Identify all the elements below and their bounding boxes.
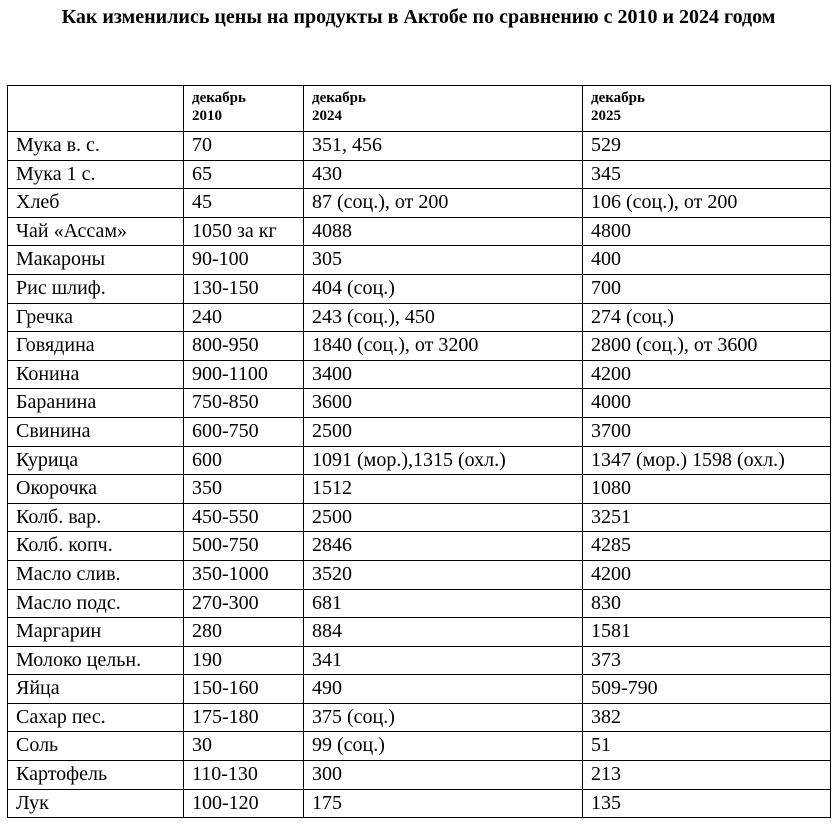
price-2024-cell: 1091 (мор.),1315 (охл.) [304, 446, 583, 475]
price-2025-cell: 4000 [583, 389, 831, 418]
table-body [8, 132, 831, 818]
price-2010-cell: 900-1100 [184, 360, 304, 389]
header-month: декабрь [591, 90, 645, 106]
price-2010-cell: 45 [184, 189, 304, 218]
product-name-cell: Масло подс. [8, 589, 184, 618]
product-name-cell: Яйца [8, 675, 184, 704]
price-2025-cell: 2800 (соц.), от 3600 [583, 332, 831, 361]
product-name-cell: Картофель [8, 761, 184, 790]
table-row [8, 618, 831, 647]
price-2010-cell: 65 [184, 160, 304, 189]
product-name-cell: Мука 1 с. [8, 160, 184, 189]
product-name-cell: Колб. копч. [8, 532, 184, 561]
price-2024-cell: 341 [304, 646, 583, 675]
price-2024-cell: 1840 (соц.), от 3200 [304, 332, 583, 361]
price-2024-cell: 404 (соц.) [304, 274, 583, 303]
page-title: Как изменились цены на продукты в Актобе по сравнению с 2010 и 2024 годом [61, 6, 776, 28]
product-name-cell: Гречка [8, 303, 184, 332]
table-row [8, 703, 831, 732]
price-table [7, 85, 831, 818]
price-2025-cell: 529 [583, 132, 831, 161]
price-2010-cell: 800-950 [184, 332, 304, 361]
price-2024-cell: 3400 [304, 360, 583, 389]
product-name-cell: Мука в. с. [8, 132, 184, 161]
table-row [8, 646, 831, 675]
price-2024-cell: 99 (соц.) [304, 732, 583, 761]
price-2010-cell: 500-750 [184, 532, 304, 561]
price-2010-cell: 270-300 [184, 589, 304, 618]
price-2025-cell: 1080 [583, 475, 831, 504]
table-row [8, 360, 831, 389]
table-row [8, 475, 831, 504]
table-row [8, 789, 831, 818]
price-2025-cell: 830 [583, 589, 831, 618]
price-2025-cell: 382 [583, 703, 831, 732]
product-name-cell: Лук [8, 789, 184, 818]
price-2024-cell: 884 [304, 618, 583, 647]
price-2010-cell: 350 [184, 475, 304, 504]
price-2010-cell: 175-180 [184, 703, 304, 732]
price-2024-cell: 87 (соц.), от 200 [304, 189, 583, 218]
table-row [8, 732, 831, 761]
header-month: декабрь [312, 90, 366, 106]
price-2025-cell: 1581 [583, 618, 831, 647]
table-row [8, 589, 831, 618]
price-2010-cell: 280 [184, 618, 304, 647]
product-name-cell: Молоко цельн. [8, 646, 184, 675]
price-2010-cell: 240 [184, 303, 304, 332]
product-name-cell: Соль [8, 732, 184, 761]
price-2024-cell: 2846 [304, 532, 583, 561]
table-row [8, 303, 831, 332]
product-name-cell: Масло слив. [8, 560, 184, 589]
price-2010-cell: 110-130 [184, 761, 304, 790]
price-2024-cell: 1512 [304, 475, 583, 504]
header-cell-dec-2024 [304, 86, 583, 132]
header-cell-product [8, 86, 184, 132]
price-2025-cell: 51 [583, 732, 831, 761]
price-2025-cell: 3700 [583, 417, 831, 446]
product-name-cell: Хлеб [8, 189, 184, 218]
table-row [8, 217, 831, 246]
price-2024-cell: 3600 [304, 389, 583, 418]
product-name-cell: Конина [8, 360, 184, 389]
product-name-cell: Говядина [8, 332, 184, 361]
price-2010-cell: 600-750 [184, 417, 304, 446]
header-year: 2025 [591, 108, 621, 124]
price-2010-cell: 100-120 [184, 789, 304, 818]
product-name-cell: Курица [8, 446, 184, 475]
header-month: декабрь [192, 90, 246, 106]
product-name-cell: Колб. вар. [8, 503, 184, 532]
product-name-cell: Баранина [8, 389, 184, 418]
table-row [8, 389, 831, 418]
price-2025-cell: 4800 [583, 217, 831, 246]
price-2024-cell: 430 [304, 160, 583, 189]
price-2010-cell: 450-550 [184, 503, 304, 532]
price-2025-cell: 106 (соц.), от 200 [583, 189, 831, 218]
price-2025-cell: 373 [583, 646, 831, 675]
product-name-cell: Макароны [8, 246, 184, 275]
price-2024-cell: 305 [304, 246, 583, 275]
price-2010-cell: 90-100 [184, 246, 304, 275]
table-row [8, 332, 831, 361]
price-2025-cell: 509-790 [583, 675, 831, 704]
price-2010-cell: 30 [184, 732, 304, 761]
price-2010-cell: 1050 за кг [184, 217, 304, 246]
price-2024-cell: 375 (соц.) [304, 703, 583, 732]
product-name-cell: Сахар пес. [8, 703, 184, 732]
table-row [8, 160, 831, 189]
product-name-cell: Маргарин [8, 618, 184, 647]
header-year: 2024 [312, 108, 342, 124]
price-2024-cell: 681 [304, 589, 583, 618]
product-name-cell: Чай «Ассам» [8, 217, 184, 246]
table-row [8, 675, 831, 704]
price-2025-cell: 274 (соц.) [583, 303, 831, 332]
price-2010-cell: 750-850 [184, 389, 304, 418]
price-2024-cell: 351, 456 [304, 132, 583, 161]
price-2025-cell: 400 [583, 246, 831, 275]
price-2024-cell: 2500 [304, 417, 583, 446]
price-2024-cell: 243 (соц.), 450 [304, 303, 583, 332]
product-name-cell: Рис шлиф. [8, 274, 184, 303]
price-2010-cell: 70 [184, 132, 304, 161]
price-2024-cell: 175 [304, 789, 583, 818]
price-2024-cell: 490 [304, 675, 583, 704]
price-2024-cell: 2500 [304, 503, 583, 532]
price-2025-cell: 3251 [583, 503, 831, 532]
price-2025-cell: 4200 [583, 560, 831, 589]
price-2025-cell: 135 [583, 789, 831, 818]
price-2010-cell: 190 [184, 646, 304, 675]
table-row [8, 246, 831, 275]
price-2025-cell: 4200 [583, 360, 831, 389]
header-year: 2010 [192, 108, 222, 124]
price-2025-cell: 700 [583, 274, 831, 303]
table-row [8, 417, 831, 446]
price-2024-cell: 3520 [304, 560, 583, 589]
price-2025-cell: 213 [583, 761, 831, 790]
table-row [8, 274, 831, 303]
price-2025-cell: 1347 (мор.) 1598 (охл.) [583, 446, 831, 475]
table-row [8, 446, 831, 475]
price-2024-cell: 300 [304, 761, 583, 790]
table-row [8, 503, 831, 532]
price-2010-cell: 600 [184, 446, 304, 475]
table-row [8, 189, 831, 218]
price-2010-cell: 130-150 [184, 274, 304, 303]
price-2010-cell: 150-160 [184, 675, 304, 704]
product-name-cell: Окорочка [8, 475, 184, 504]
header-cell-dec-2025 [583, 86, 831, 132]
price-2010-cell: 350-1000 [184, 560, 304, 589]
table-row [8, 761, 831, 790]
table-row [8, 132, 831, 161]
price-2024-cell: 4088 [304, 217, 583, 246]
product-name-cell: Свинина [8, 417, 184, 446]
table-row [8, 560, 831, 589]
price-2025-cell: 345 [583, 160, 831, 189]
price-2025-cell: 4285 [583, 532, 831, 561]
table-row [8, 532, 831, 561]
header-cell-dec-2010 [184, 86, 304, 132]
table-header-row [8, 86, 831, 132]
